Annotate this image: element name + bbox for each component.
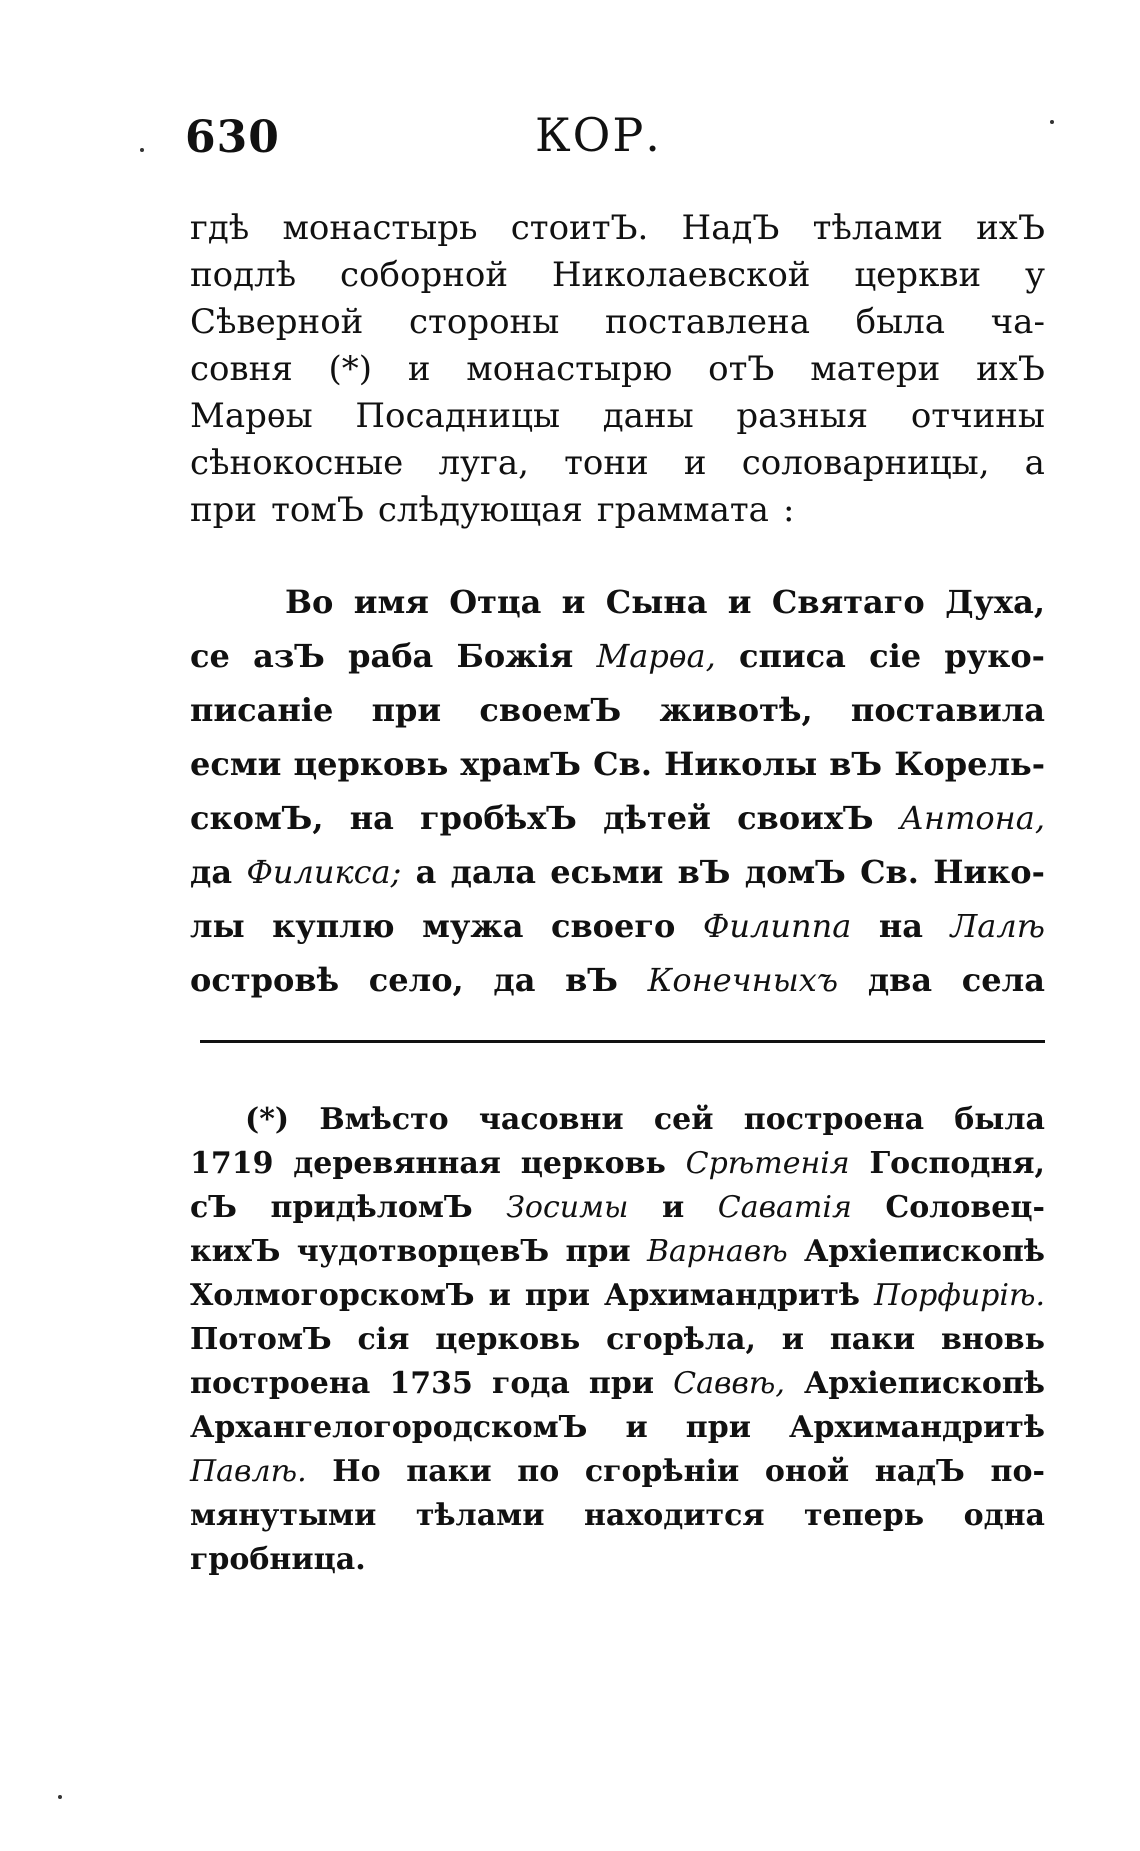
word: подлѣ: [190, 255, 297, 295]
word: села: [961, 961, 1045, 999]
word: по-: [990, 1454, 1045, 1489]
word: Порфиріѣ.: [873, 1278, 1045, 1313]
word: сЪ: [190, 1190, 237, 1225]
word: на: [349, 799, 394, 837]
word: паки: [829, 1322, 916, 1357]
text-line: [190, 1230, 1045, 1274]
word: своихЪ: [737, 799, 874, 837]
word: Св.: [860, 853, 919, 891]
word: тони: [564, 443, 649, 483]
word: ПотомЪ: [190, 1322, 332, 1357]
word: стоитЪ.: [510, 208, 649, 248]
word: поставила: [850, 691, 1045, 729]
word: Павлѣ.: [190, 1454, 307, 1489]
word: теперь: [804, 1498, 925, 1533]
word: оной: [764, 1454, 850, 1489]
page-speck: [1050, 120, 1054, 124]
word: Марѳа,: [596, 637, 716, 675]
word: находится: [583, 1498, 765, 1533]
word: и: [561, 583, 586, 621]
text-line: [190, 899, 1045, 953]
text-line: [190, 1098, 1045, 1142]
word: отЪ: [708, 349, 775, 389]
word: (*): [245, 1102, 290, 1137]
text-line: [190, 346, 1045, 393]
word: Архимандритѣ: [604, 1278, 860, 1313]
word: и: [661, 1190, 685, 1225]
word: два: [867, 961, 933, 999]
text-line: [190, 683, 1045, 737]
word: Архіепископѣ: [803, 1234, 1045, 1269]
word: :: [782, 490, 795, 530]
word: се: [190, 637, 230, 675]
text-line: [190, 1406, 1045, 1450]
word: при: [685, 1410, 751, 1445]
word: при: [588, 1366, 655, 1401]
text-line: [190, 953, 1045, 1007]
word: Лалѣ: [950, 907, 1045, 945]
word: и: [488, 1278, 511, 1313]
text-line: [190, 791, 1045, 845]
word: церковь: [520, 1146, 666, 1181]
word: руко-: [944, 637, 1045, 675]
word: по: [517, 1454, 560, 1489]
word: Господня,: [869, 1146, 1045, 1181]
word: Зосимы: [506, 1190, 629, 1225]
word: и: [781, 1322, 804, 1357]
word: сія: [357, 1322, 410, 1357]
word: Архимандритѣ: [789, 1410, 1045, 1445]
word: вновь: [940, 1322, 1045, 1357]
word: вЪ: [677, 853, 731, 891]
word: мянутыми: [190, 1498, 377, 1533]
word: слѣдующая: [377, 490, 583, 530]
word: у: [1024, 255, 1045, 295]
word: своего: [550, 907, 676, 945]
word: Марѳы: [190, 396, 313, 436]
page-number: 630: [185, 112, 280, 163]
running-head: КОР.: [535, 108, 662, 162]
word: списа: [739, 637, 846, 675]
word: НадЪ: [681, 208, 780, 248]
word: раба: [348, 637, 434, 675]
word: стороны: [409, 302, 560, 342]
word: лы: [190, 907, 245, 945]
word: Во: [285, 583, 334, 621]
word: да: [190, 853, 233, 891]
word: часовни: [478, 1102, 624, 1137]
word: отчины: [910, 396, 1045, 436]
text-line: [190, 575, 1045, 629]
word: а: [1024, 443, 1045, 483]
word: островѣ: [190, 961, 340, 999]
word: соловарницы,: [741, 443, 990, 483]
word: Николаевской: [551, 255, 811, 295]
word: Святаго: [771, 583, 925, 621]
word: скомЪ,: [190, 799, 324, 837]
word: и: [727, 583, 752, 621]
word: Саввѣ,: [673, 1366, 785, 1401]
text-line: [190, 1318, 1045, 1362]
word: луга,: [438, 443, 529, 483]
page-speck: [58, 1795, 62, 1799]
word: Сѣверной: [190, 302, 364, 342]
word: совня: [190, 349, 293, 389]
text-line: [190, 1142, 1045, 1186]
word: одна: [963, 1498, 1045, 1533]
word: и: [625, 1410, 648, 1445]
word: поставлена: [604, 302, 810, 342]
word: есми: [190, 745, 282, 783]
word: село,: [368, 961, 464, 999]
text-line: [190, 629, 1045, 683]
word: Отца: [449, 583, 542, 621]
word: при: [565, 1234, 631, 1269]
text-line: [190, 737, 1045, 791]
text-line: [190, 1186, 1045, 1230]
word: азЪ: [253, 637, 325, 675]
word: 1719: [190, 1146, 274, 1181]
word: тѣлами: [812, 208, 943, 248]
word: церковь: [435, 1322, 581, 1357]
word: ихЪ: [976, 349, 1045, 389]
text-line: [190, 1274, 1045, 1318]
word: гдѣ: [190, 208, 250, 248]
word: Божія: [456, 637, 574, 675]
page-speck: [140, 148, 144, 152]
word: сѣнокосные: [190, 443, 404, 483]
word: и: [683, 443, 707, 483]
word: 1735: [389, 1366, 473, 1401]
charter-text: [190, 575, 1045, 1007]
word: построена: [190, 1366, 371, 1401]
word: деревянная: [293, 1146, 501, 1181]
word: монастырь: [282, 208, 478, 248]
word: сгорѣла,: [606, 1322, 756, 1357]
word: при: [371, 691, 442, 729]
word: писаніе: [190, 691, 334, 729]
word: при: [524, 1278, 591, 1313]
word: ихЪ: [976, 208, 1045, 248]
word: сіе: [869, 637, 922, 675]
word: дѣтей: [603, 799, 711, 837]
word: ча-: [990, 302, 1045, 342]
word: Николы: [664, 745, 818, 783]
text-line: [190, 1362, 1045, 1406]
word: своемЪ: [479, 691, 622, 729]
word: ХолмогорскомЪ: [190, 1278, 475, 1313]
word: храмЪ: [460, 745, 581, 783]
word: Соловец-: [885, 1190, 1045, 1225]
word: Св.: [593, 745, 652, 783]
word: Но: [332, 1454, 381, 1489]
word: да: [493, 961, 536, 999]
word: даны: [602, 396, 694, 436]
word: вЪ: [829, 745, 883, 783]
text-line: [190, 252, 1045, 299]
word: сей: [653, 1102, 714, 1137]
text-line: [190, 393, 1045, 440]
word: Варнавѣ: [646, 1234, 788, 1269]
text-line: [190, 487, 1045, 534]
word: Саватія: [717, 1190, 852, 1225]
word: паки: [406, 1454, 492, 1489]
word: имя: [353, 583, 429, 621]
word: надЪ: [874, 1454, 965, 1489]
word: вЪ: [565, 961, 618, 999]
word: при: [190, 490, 258, 530]
word: Вмѣсто: [319, 1102, 449, 1137]
word: матери: [810, 349, 941, 389]
word: Корель-: [894, 745, 1045, 783]
word: граммата: [596, 490, 769, 530]
word: кихЪ: [190, 1234, 281, 1269]
word: Антона,: [899, 799, 1045, 837]
text-line: [190, 1450, 1045, 1494]
text-line: [190, 440, 1045, 487]
text-line: [190, 1494, 1045, 1538]
word: придѣломЪ: [270, 1190, 473, 1225]
word: Нико-: [933, 853, 1045, 891]
word: АрхангелогородскомЪ: [190, 1410, 588, 1445]
word: сгорѣніи: [584, 1454, 740, 1489]
word: построена: [743, 1102, 925, 1137]
word: гробница.: [190, 1542, 366, 1577]
word: года: [491, 1366, 570, 1401]
footnote-text: [190, 1098, 1045, 1582]
word: Срѣтенія: [685, 1146, 850, 1181]
word: чудотворцевЪ: [296, 1234, 550, 1269]
word: тѣлами: [415, 1498, 545, 1533]
word: была: [855, 302, 946, 342]
word: томЪ: [271, 490, 364, 530]
word: и: [407, 349, 431, 389]
word: есьми: [550, 853, 664, 891]
word: гробѣхЪ: [420, 799, 577, 837]
text-line: [190, 205, 1045, 252]
word: соборной: [340, 255, 509, 295]
word: (*): [328, 349, 373, 389]
word: Посадницы: [355, 396, 561, 436]
word: Архіепископѣ: [803, 1366, 1045, 1401]
word: монастырю: [466, 349, 673, 389]
word: домЪ: [744, 853, 846, 891]
word: куплю: [272, 907, 395, 945]
word: мужа: [422, 907, 524, 945]
footnote-separator: [200, 1040, 1045, 1043]
word: Духа,: [945, 583, 1045, 621]
word: Филикса;: [246, 853, 402, 891]
text-line: [190, 1538, 1045, 1582]
text-line: [190, 845, 1045, 899]
word: дала: [450, 853, 536, 891]
word: животѣ,: [659, 691, 813, 729]
word: на: [878, 907, 923, 945]
body-text: [190, 205, 1045, 534]
word: церковь: [293, 745, 449, 783]
word: а: [415, 853, 437, 891]
word: церкви: [854, 255, 982, 295]
word: Конечныхъ: [647, 961, 839, 999]
word: Сына: [605, 583, 708, 621]
word: Филиппа: [702, 907, 852, 945]
word: разныя: [736, 396, 869, 436]
word: была: [954, 1102, 1045, 1137]
text-line: [190, 299, 1045, 346]
